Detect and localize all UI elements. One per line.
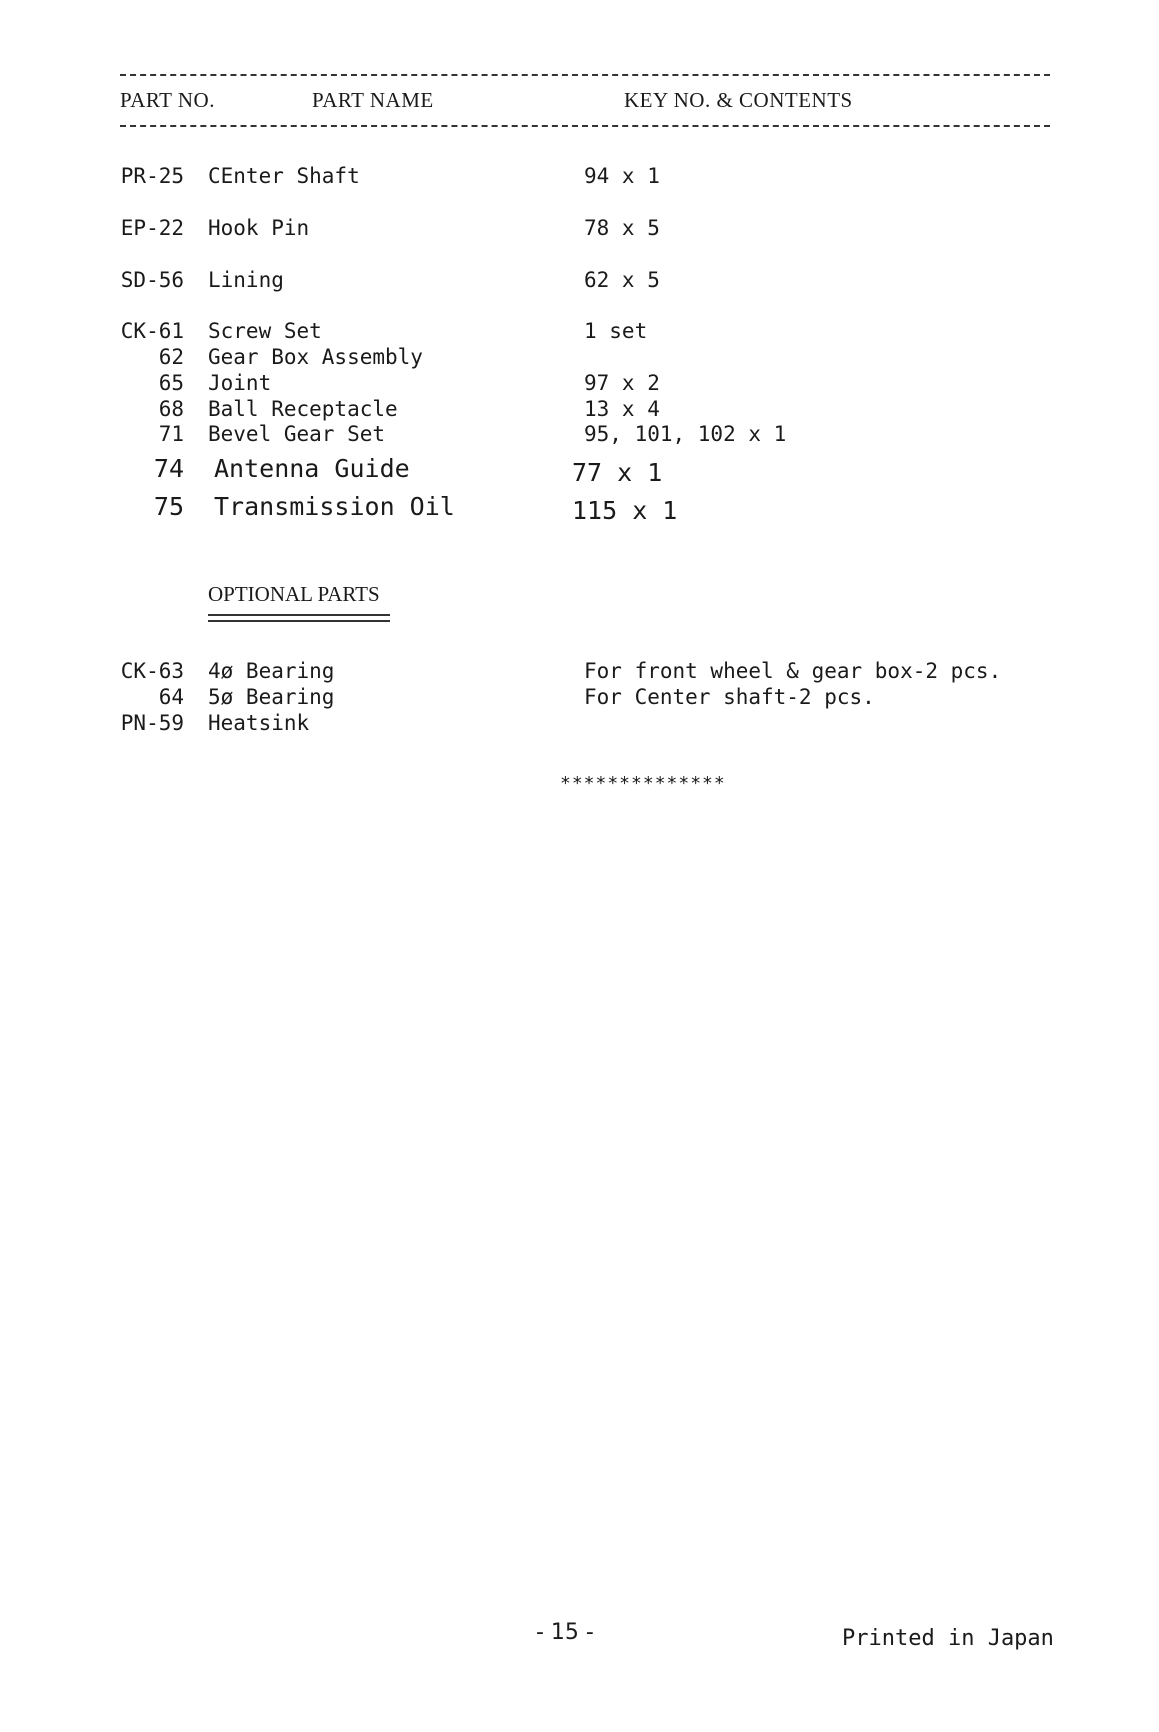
part-name: Transmission Oil: [214, 492, 455, 521]
part-description: For Center shaft-2 pcs.: [584, 685, 875, 709]
header-dashed-rule: [120, 125, 1050, 127]
header-key-contents: KEY NO. & CONTENTS: [624, 88, 853, 112]
part-name: 5ø Bearing: [208, 685, 335, 709]
part-key: 115 x 1: [572, 496, 678, 525]
part-name: Hook Pin: [208, 216, 310, 240]
separator-stars: **************: [560, 773, 726, 794]
part-name: Heatsink: [208, 711, 310, 735]
part-key: 1 set: [584, 319, 648, 343]
page-number: - 15 -: [536, 1620, 594, 1645]
part-name: CEnter Shaft: [208, 164, 360, 188]
part-name: Antenna Guide: [214, 454, 410, 483]
part-number: 62: [158, 345, 184, 369]
part-name: Screw Set: [208, 319, 322, 343]
part-key: 95, 101, 102 x 1: [584, 422, 787, 446]
part-number: PN-59: [120, 711, 184, 735]
part-name: Bevel Gear Set: [208, 422, 386, 446]
header-part-name: PART NAME: [312, 88, 434, 112]
part-number: 75: [153, 492, 184, 521]
part-number: CK-61: [120, 319, 184, 343]
part-key: 62 x 5: [584, 268, 660, 292]
part-key: 13 x 4: [584, 397, 660, 421]
top-dashed-rule: [120, 74, 1050, 76]
part-number: 71: [158, 422, 184, 446]
part-number: PR-25: [120, 164, 184, 188]
part-name: Lining: [208, 268, 284, 292]
part-name: Joint: [208, 371, 272, 395]
part-number: 74: [153, 454, 184, 483]
header-part-no: PART NO.: [120, 88, 215, 112]
part-number: EP-22: [120, 216, 184, 240]
part-name: Gear Box Assembly: [208, 345, 423, 369]
part-number: CK-63: [120, 659, 184, 683]
part-number: 68: [158, 397, 184, 421]
optional-parts-title: OPTIONAL PARTS: [208, 582, 380, 606]
part-name: Ball Receptacle: [208, 397, 398, 421]
part-description: For front wheel & gear box-2 pcs.: [584, 659, 1002, 683]
part-number: SD-56: [120, 268, 184, 292]
double-underline: [208, 614, 390, 622]
part-number: 65: [158, 371, 184, 395]
printed-in-japan: Printed in Japan: [842, 1626, 1054, 1651]
part-number: 64: [158, 685, 184, 709]
part-key: 97 x 2: [584, 371, 660, 395]
part-key: 94 x 1: [584, 164, 660, 188]
part-key: 78 x 5: [584, 216, 660, 240]
part-name: 4ø Bearing: [208, 659, 335, 683]
part-key: 77 x 1: [572, 458, 663, 487]
